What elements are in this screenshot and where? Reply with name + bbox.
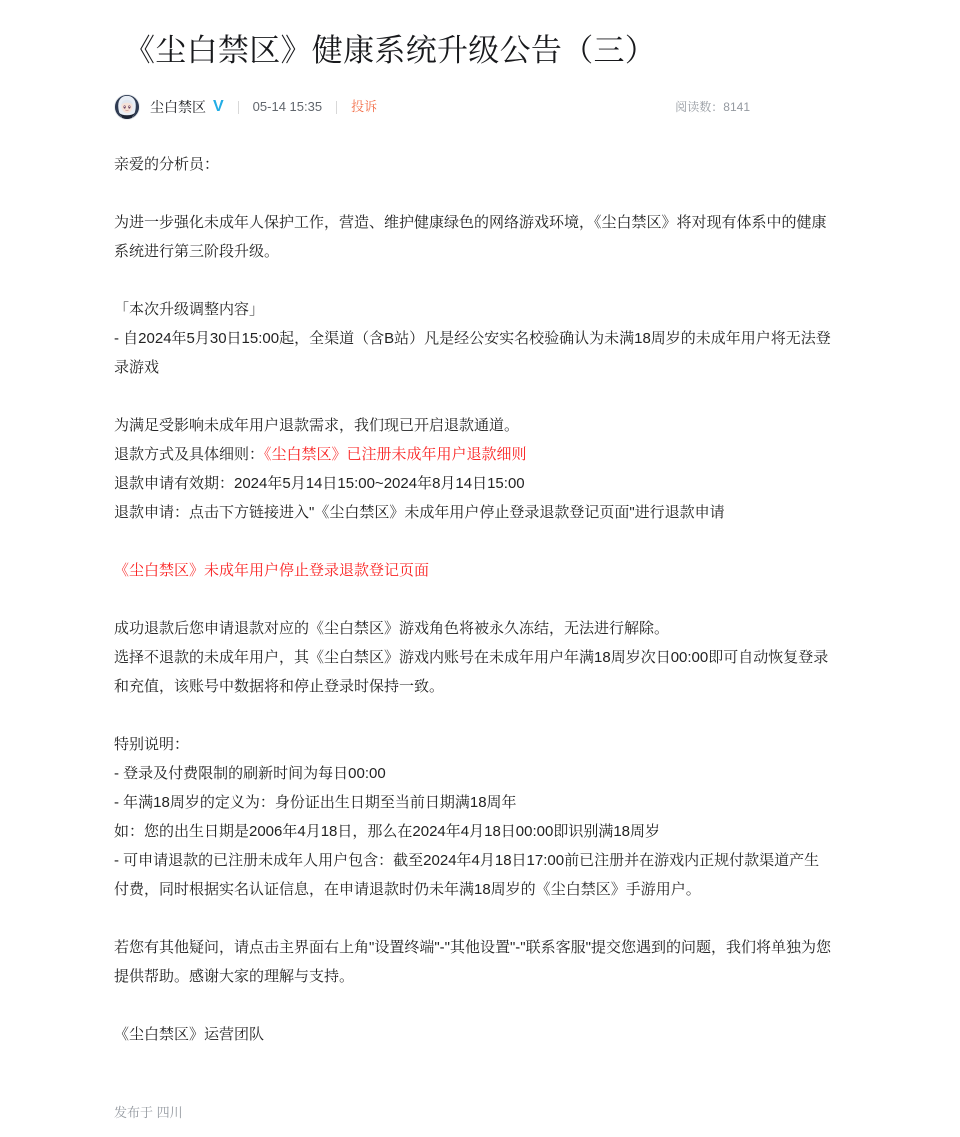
avatar[interactable]	[114, 94, 140, 120]
page-title: 《尘白禁区》健康系统升级公告（三）	[124, 33, 657, 68]
publish-date: 05-14 15:35	[252, 99, 323, 114]
frozen-note: 成功退款后您申请退款对应的《尘白禁区》游戏角色将被永久冻结，无法进行解除。	[114, 620, 670, 637]
author-name[interactable]: 尘白禁区	[150, 99, 206, 115]
special-item-3: 如：您的出生日期是2006年4月18日，那么在2024年4月18日00:00即识别满18周岁	[114, 823, 661, 840]
refund-intro: 为满足受影响未成年用户退款需求，我们现已开启退款通道。	[114, 417, 520, 434]
spacer	[114, 991, 832, 1020]
read-count: 阅读数：8141	[675, 100, 750, 114]
refund-method-label: 退款方式及具体细则：	[114, 446, 265, 463]
refund-apply: 退款申请：点击下方链接进入"《尘白禁区》未成年用户停止登录退款登记页面"进行退款申请	[114, 504, 725, 521]
verified-badge-icon: V	[213, 98, 224, 115]
special-section-heading: 特别说明：	[114, 736, 190, 753]
publish-location: 发布于 四川	[114, 1105, 183, 1120]
refund-page-link-line	[114, 556, 832, 585]
signature: 《尘白禁区》运营团队	[114, 1026, 265, 1043]
upgrade-item-1: - 自2024年5月30日15:00起，全渠道（含B站）凡是经公安实名校验确认为未满18周岁的未成年用户将无法登录游戏	[114, 330, 831, 376]
refund-period: 退款申请有效期：2024年5月14日15:00~2024年8月14日15:00	[114, 475, 525, 492]
article-body	[0, 124, 960, 1049]
byline	[0, 72, 960, 124]
special-item-1: - 登录及付费限制的刷新时间为每日00:00	[114, 765, 386, 782]
spacer	[114, 585, 832, 614]
spacer	[114, 179, 832, 208]
report-button[interactable]: 投诉	[351, 99, 378, 114]
spacer	[114, 527, 832, 556]
contact-note: 若您有其他疑问，请点击主界面右上角"设置终端"-"其他设置"-"联系客服"提交您遇到的问题，我们将单独为您提供帮助。感谢大家的理解与支持。	[114, 939, 831, 985]
upgrade-section-heading: 「本次升级调整内容」	[114, 301, 265, 318]
special-item-2: - 年满18周岁的定义为：身份证出生日期至当前日期满18周年	[114, 794, 517, 811]
byline-divider-1	[238, 101, 239, 114]
spacer	[114, 266, 832, 295]
special-item-4: - 可申请退款的已注册未成年人用户包含：截至2024年4月18日17:00前已注册并在游戏内正规付款渠道产生付费，同时根据实名认证信息，在申请退款时仍未年满18周岁的《尘白禁区》手游用户。	[114, 852, 820, 898]
refund-method-line	[114, 440, 832, 469]
spacer	[114, 701, 832, 730]
refund-rules-link[interactable]: 《尘白禁区》已注册未成年用户退款细则	[264, 446, 527, 463]
salutation: 亲爱的分析员：	[114, 156, 220, 173]
refund-registration-page-link[interactable]: 《尘白禁区》未成年用户停止登录退款登记页面	[114, 562, 430, 579]
intro-paragraph: 为进一步强化未成年人保护工作，营造、维护健康绿色的网络游戏环境，《尘白禁区》将对现有体系中的健康系统进行第三阶段升级。	[114, 214, 827, 260]
spacer	[114, 904, 832, 933]
byline-divider-2	[336, 101, 337, 114]
spacer	[114, 382, 832, 411]
non-refund-note: 选择不退款的未成年用户，其《尘白禁区》游戏内账号在未成年用户年满18周岁次日00:00即可自动恢复登录和充值，该账号中数据将和停止登录时保持一致。	[114, 649, 829, 695]
